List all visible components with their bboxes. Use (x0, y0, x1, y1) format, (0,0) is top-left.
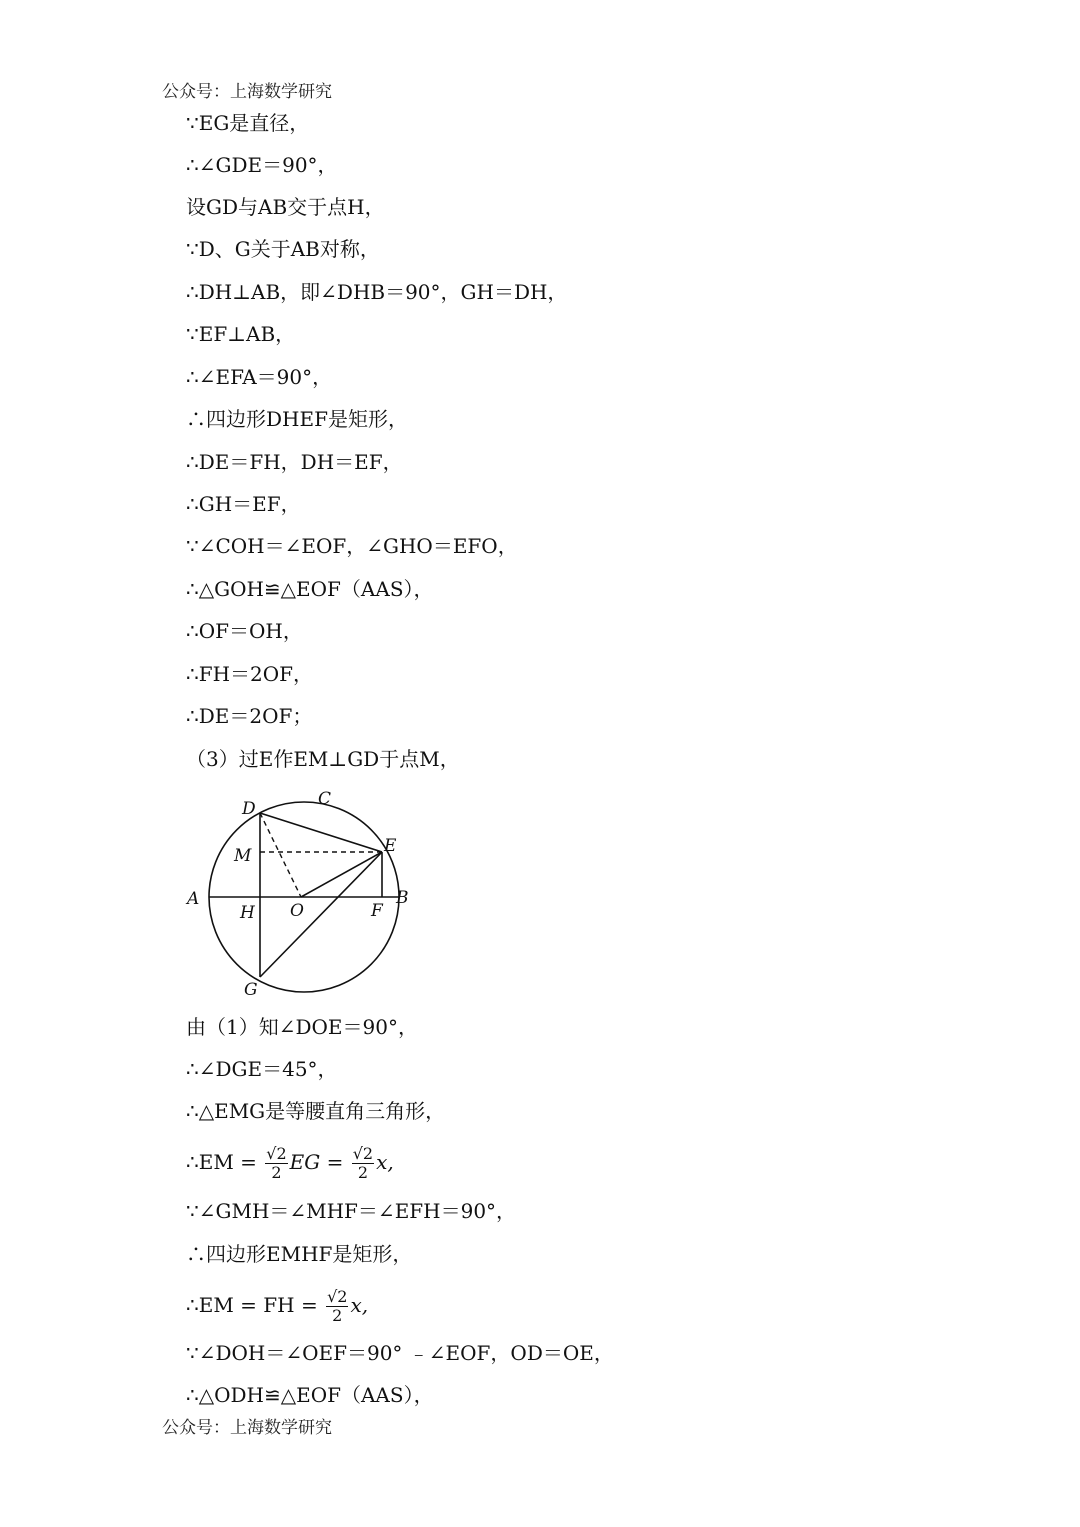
formula-mid: EG = (289, 1150, 350, 1174)
header-watermark: 公众号：上海数学研究 (162, 82, 332, 102)
formula-suffix: x, (376, 1150, 394, 1174)
proof-line: ∵EG是直径， (186, 111, 310, 135)
proof-line: ∴∠DGE＝45°， (186, 1057, 338, 1081)
fraction-sqrt2-over-2: $\frac{√2}{2}$ (327, 1287, 348, 1325)
proof-line: 设GD与AB交于点H， (186, 195, 385, 219)
formula-prefix: ∴EM = (186, 1150, 264, 1174)
proof-line: ∴△EMG是等腰直角三角形， (186, 1099, 446, 1123)
label-h: H (240, 903, 255, 923)
proof-line: ∴△GOH≌△EOF（AAS）， (186, 577, 434, 601)
formula-prefix: ∴EM = FH = (186, 1293, 325, 1317)
proof-line: ∴∠EFA＝90°， (186, 365, 333, 389)
proof-line: ∵EF⊥AB， (186, 322, 296, 346)
proof-line: ∴FH＝2OF， (186, 662, 314, 686)
circle-geometry-figure (178, 786, 418, 1006)
label-a: A (187, 889, 200, 909)
fraction-sqrt2-over-2: $\frac{√2}{2}$ (266, 1144, 287, 1182)
segment-oe (301, 852, 382, 897)
proof-line: ∵∠GMH＝∠MHF＝∠EFH＝90°， (186, 1199, 517, 1223)
proof-line: ∴OF＝OH， (186, 619, 303, 643)
label-c: C (318, 789, 332, 809)
fraction-sqrt2-over-2: $\frac{√2}{2}$ (352, 1144, 374, 1182)
segment-do-dashed (260, 813, 301, 897)
proof-line: （3）过E作EM⊥GD于点M， (186, 747, 460, 771)
label-f: F (371, 901, 383, 921)
proof-line: ∴DE＝FH，DH＝EF， (186, 450, 403, 474)
proof-line: ∵∠COH＝∠EOF，∠GHO＝EFO， (186, 534, 518, 558)
proof-line: ∴△ODH≌△EOF（AAS）， (186, 1383, 434, 1407)
formula-em-fh (186, 1285, 368, 1325)
label-d: D (242, 799, 256, 819)
footer-watermark: 公众号：上海数学研究 (162, 1418, 332, 1438)
proof-line: ∴DH⊥AB，即∠DHB＝90°，GH＝DH， (186, 280, 568, 304)
proof-line: ∵D、G关于AB对称， (186, 237, 380, 261)
proof-line: ∴∠GDE＝90°， (186, 153, 338, 177)
label-m: M (234, 846, 252, 866)
proof-line: ∴四边形DHEF是矩形， (186, 407, 408, 431)
label-g: G (244, 980, 258, 1000)
formula-em-eg (186, 1142, 394, 1182)
proof-line: ∴GH＝EF， (186, 492, 301, 516)
label-e: E (384, 836, 397, 856)
segment-de (260, 813, 382, 852)
label-o: O (290, 901, 304, 921)
proof-line: ∴四边形EMHF是矩形， (186, 1242, 413, 1266)
proof-line: ∴DE＝2OF； (186, 704, 313, 728)
proof-line: 由（1）知∠DOE＝90°， (186, 1015, 418, 1039)
segment-ge (260, 852, 382, 977)
label-b: B (396, 888, 409, 908)
proof-line: ∵∠DOH＝∠OEF＝90° ﹣∠EOF，OD＝OE， (186, 1341, 614, 1365)
formula-suffix: x, (350, 1293, 369, 1317)
